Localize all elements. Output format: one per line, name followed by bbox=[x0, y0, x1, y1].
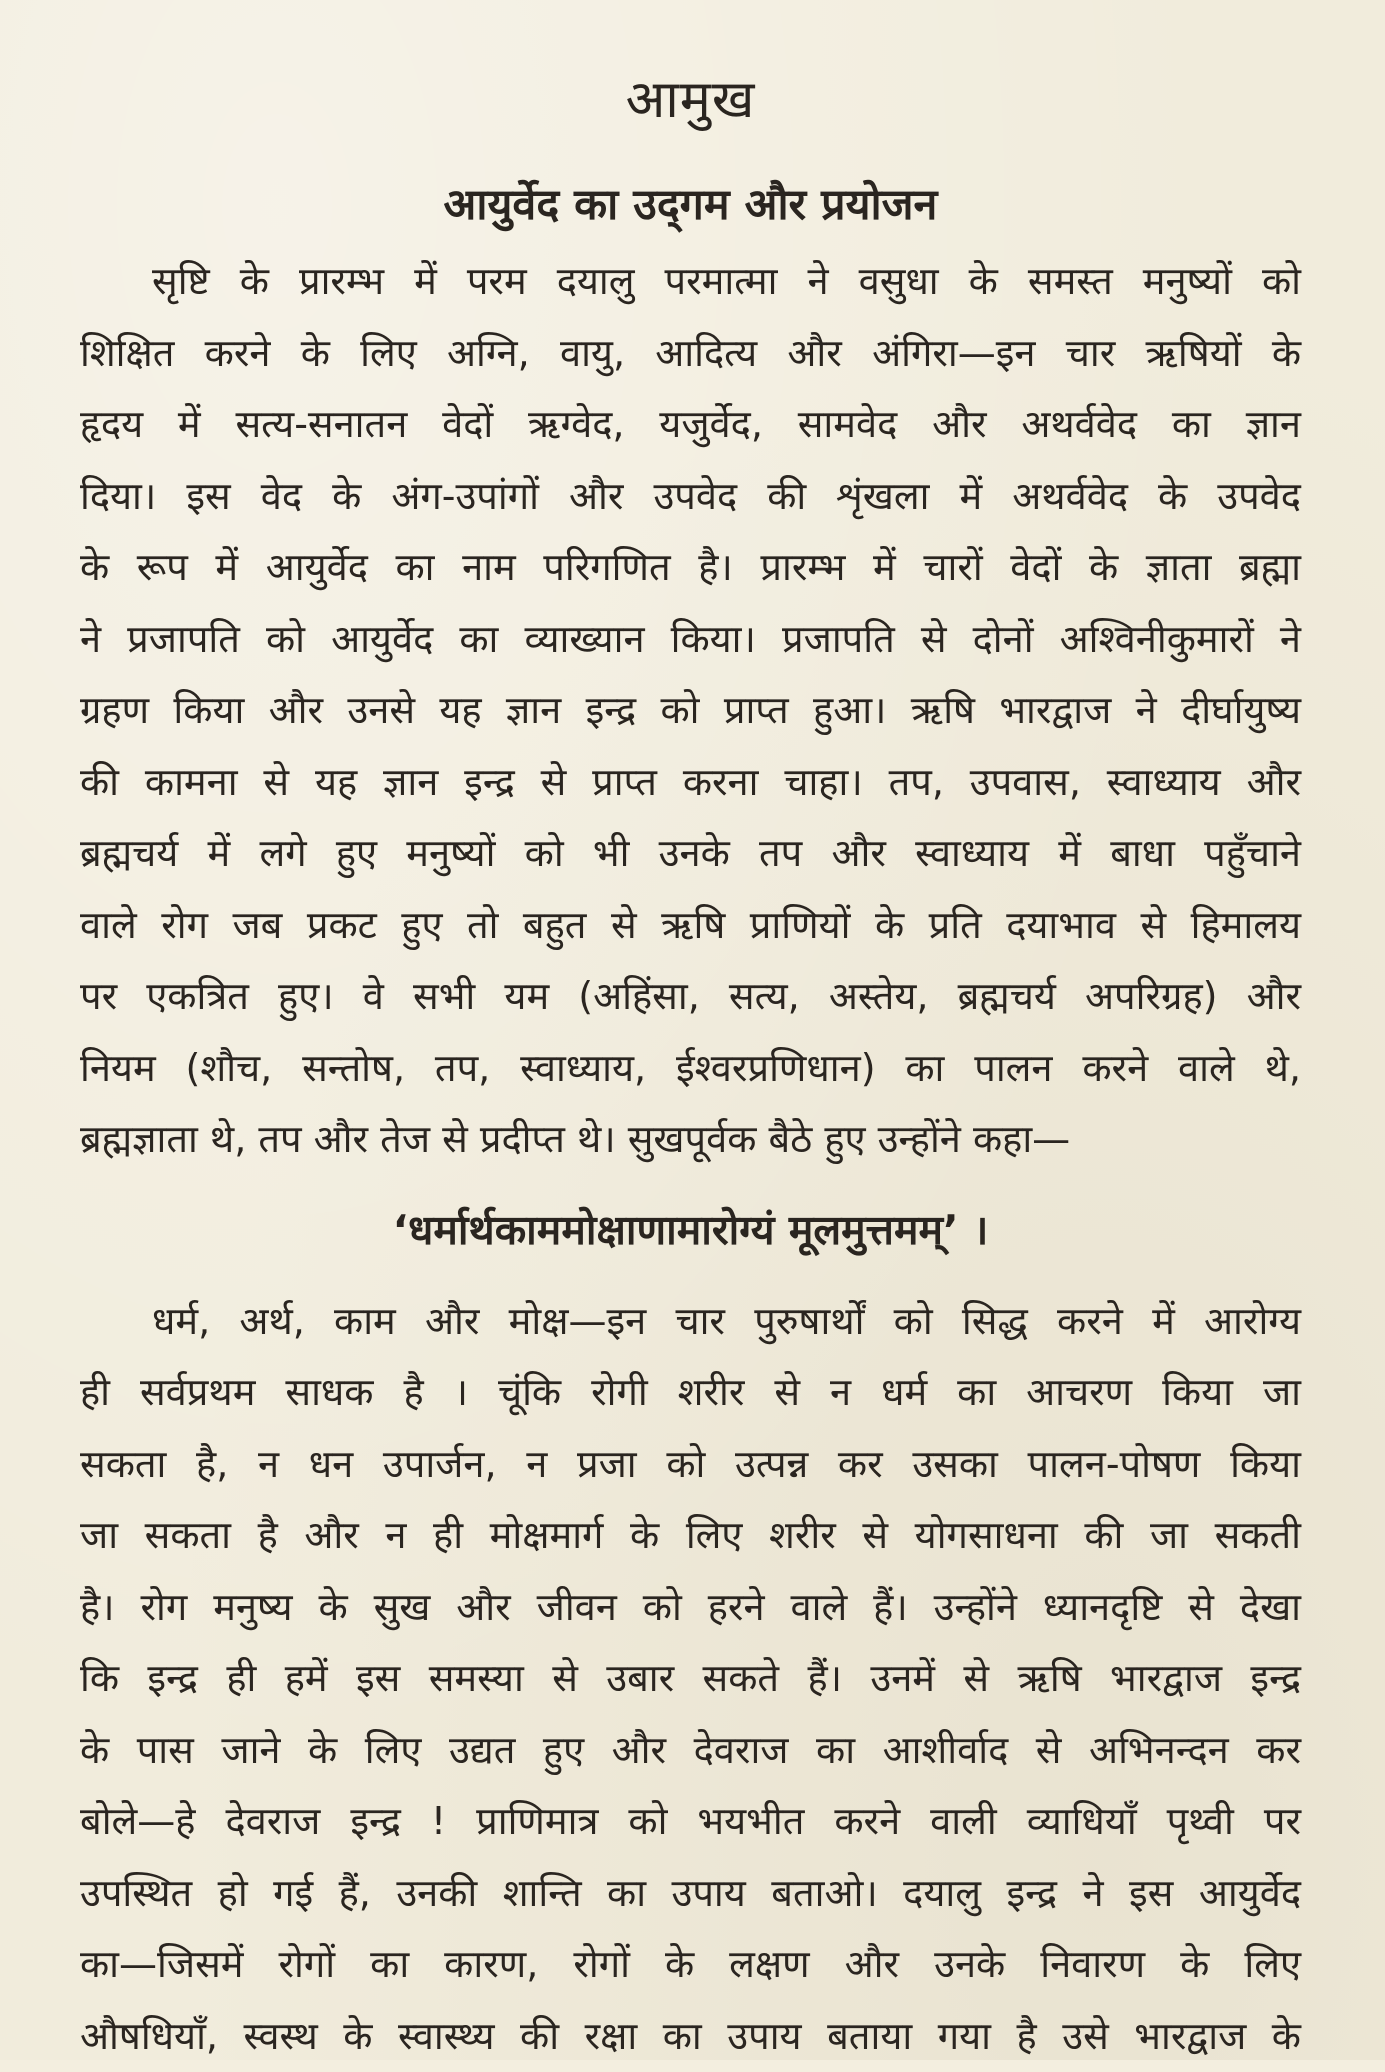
text-line: पर एकत्रित हुए। वे सभी यम (अहिंसा, सत्य, अस्तेय, ब्रह्मचर्य अपरिग्रह) और bbox=[80, 961, 1301, 1033]
sanskrit-quote: ‘धर्मार्थकाममोक्षाणामारोग्यं मूलमुत्तमम्’ । bbox=[80, 1190, 1301, 1270]
text-line: शिक्षित करने के लिए अग्नि, वायु, आदित्य और अंगिरा—इन चार ऋषियों के bbox=[80, 318, 1301, 390]
paragraph-2 bbox=[80, 1286, 1301, 2072]
text-line: सृष्टि के प्रारम्भ में परम दयालु परमात्मा ने वसुधा के समस्त मनुष्यों को bbox=[80, 246, 1301, 318]
text-line: औषधियाँ, स्वस्थ के स्वास्थ्य की रक्षा का उपाय बताया गया है उसे भारद्वाज के bbox=[80, 2001, 1301, 2072]
paragraph-1 bbox=[80, 246, 1301, 1176]
text-line: ने प्रजापति को आयुर्वेद का व्याख्यान किया। प्रजापति से दोनों अश्विनीकुमारों ने bbox=[80, 604, 1301, 676]
text-line: का—जिसमें रोगों का कारण, रोगों के लक्षण और उनके निवारण के लिए bbox=[80, 1929, 1301, 2001]
text-line: के पास जाने के लिए उद्यत हुए और देवराज का आशीर्वाद से अभिनन्दन कर bbox=[80, 1715, 1301, 1787]
text-line: ब्रह्मज्ञाता थे, तप और तेज से प्रदीप्त थे। सुखपूर्वक बैठे हुए उन्होंने कहा— bbox=[80, 1104, 1301, 1176]
text-line: ब्रह्मचर्य में लगे हुए मनुष्यों को भी उनके तप और स्वाध्याय में बाधा पहुँचाने bbox=[80, 818, 1301, 890]
text-line: जा सकता है और न ही मोक्षमार्ग के लिए शरीर से योगसाधना की जा सकती bbox=[80, 1500, 1301, 1572]
text-line: दिया। इस वेद के अंग-उपांगों और उपवेद की शृंखला में अथर्ववेद के उपवेद bbox=[80, 461, 1301, 533]
text-line: की कामना से यह ज्ञान इन्द्र से प्राप्त करना चाहा। तप, उपवास, स्वाध्याय और bbox=[80, 747, 1301, 819]
text-line: नियम (शौच, सन्तोष, तप, स्वाध्याय, ईश्वरप्रणिधान) का पालन करने वाले थे, bbox=[80, 1033, 1301, 1105]
text-line: धर्म, अर्थ, काम और मोक्ष—इन चार पुरुषार्थों को सिद्ध करने में आरोग्य bbox=[80, 1286, 1301, 1358]
text-line: बोले—हे देवराज इन्द्र ! प्राणिमात्र को भयभीत करने वाली व्याधियाँ पृथ्वी पर bbox=[80, 1786, 1301, 1858]
text-line: के रूप में आयुर्वेद का नाम परिगणित है। प्रारम्भ में चारों वेदों के ज्ञाता ब्रह्मा bbox=[80, 532, 1301, 604]
text-line: उपस्थित हो गई हैं, उनकी शान्ति का उपाय बताओ। दयालु इन्द्र ने इस आयुर्वेद bbox=[80, 1858, 1301, 1930]
section-heading: आयुर्वेद का उद्‌गम और प्रयोजन bbox=[80, 170, 1301, 240]
text-line: ही सर्वप्रथम साधक है । चूंकि रोगी शरीर से न धर्म का आचरण किया जा bbox=[80, 1357, 1301, 1429]
text-line: ग्रहण किया और उनसे यह ज्ञान इन्द्र को प्राप्त हुआ। ऋषि भारद्वाज ने दीर्घायुष्य bbox=[80, 675, 1301, 747]
text-line: वाले रोग जब प्रकट हुए तो बहुत से ऋषि प्राणियों के प्रति दयाभाव से हिमालय bbox=[80, 890, 1301, 962]
page-heading: आमुख bbox=[80, 60, 1301, 140]
text-line: हृदय में सत्य-सनातन वेदों ऋग्वेद, यजुर्वेद, सामवेद और अथर्ववेद का ज्ञान bbox=[80, 389, 1301, 461]
text-line: सकता है, न धन उपार्जन, न प्रजा को उत्पन्न कर उसका पालन-पोषण किया bbox=[80, 1429, 1301, 1501]
text-line: कि इन्द्र ही हमें इस समस्या से उबार सकते हैं। उनमें से ऋषि भारद्वाज इन्द्र bbox=[80, 1643, 1301, 1715]
text-line: है। रोग मनुष्य के सुख और जीवन को हरने वाले हैं। उन्होंने ध्यानदृष्टि से देखा bbox=[80, 1572, 1301, 1644]
